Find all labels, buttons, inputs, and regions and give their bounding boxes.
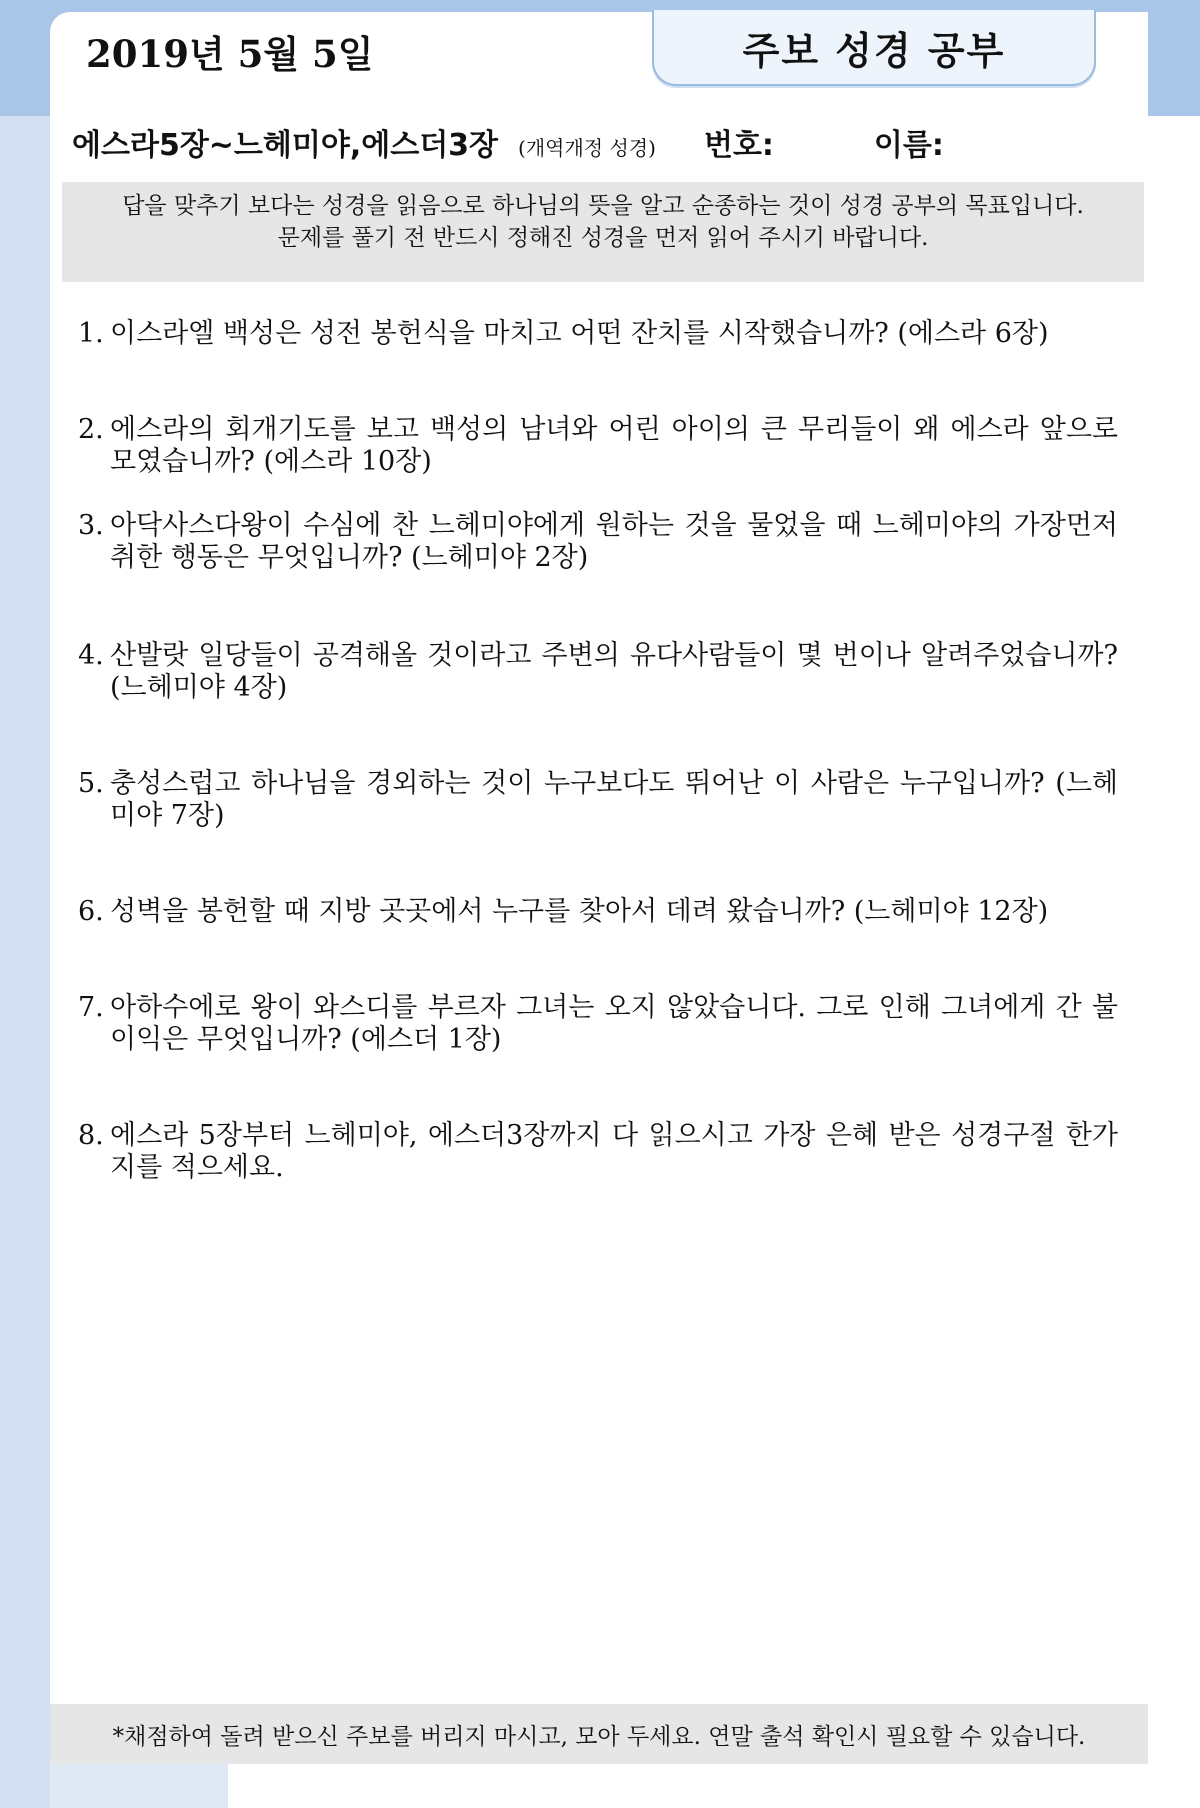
question-text: 아닥사스다왕이 수심에 찬 느헤미야에게 원하는 것을 물었을 때 느헤미야의 가장먼저 취한 행동은 무엇입니까? (느헤미야 2장) [110, 510, 1118, 573]
question-text: 산발랏 일당들이 공격해올 것이라고 주변의 유다사람들이 몇 번이나 알려주었습니까? (느헤미야 4장) [110, 640, 1118, 703]
question-number: 5. [78, 768, 104, 799]
question-item [78, 992, 1118, 1056]
question-text: 아하수에로 왕이 와스디를 부르자 그녀는 오지 않았습니다. 그로 인해 그녀에게 간 불이익은 무엇입니까? (에스더 1장) [110, 992, 1118, 1055]
header-line [72, 120, 1132, 164]
bible-range: 에스라5장~느헤미야,에스더3장 [72, 128, 499, 163]
footer-note: *채점하여 돌려 받으신 주보를 버리지 마시고, 모아 두세요. 연말 출석 확인시 필요할 수 있습니다. [50, 1704, 1148, 1764]
question-number: 1. [78, 318, 104, 349]
question-number: 4. [78, 640, 104, 671]
background-left-strip [0, 116, 50, 1808]
question-text: 성벽을 봉헌할 때 지방 곳곳에서 누구를 찾아서 데려 왔습니까? (느헤미야 12장) [110, 896, 1049, 927]
question-item [78, 640, 1118, 704]
notice-box [62, 182, 1144, 282]
question-number: 8. [78, 1120, 104, 1151]
question-text: 에스라 5장부터 느헤미야, 에스더3장까지 다 읽으시고 가장 은혜 받은 성경구절 한가지를 적으세요. [110, 1120, 1119, 1183]
name-label: 이름: [873, 128, 944, 163]
question-number: 3. [78, 510, 104, 541]
question-item [78, 768, 1118, 832]
question-item [78, 896, 1118, 928]
question-number: 2. [78, 414, 104, 445]
question-text: 충성스럽고 하나님을 경외하는 것이 누구보다도 뛰어난 이 사람은 누구입니까? (느헤미야 7장) [110, 768, 1118, 831]
question-item [78, 414, 1118, 478]
bible-version: (개역개정 성경) [518, 136, 656, 160]
notice-line-1: 답을 맞추기 보다는 성경을 읽음으로 하나님의 뜻을 알고 순종하는 것이 성경 공부의 목표입니다. [122, 193, 1084, 219]
question-number: 6. [78, 896, 104, 927]
page-title: 주보 성경 공부 [742, 28, 1006, 73]
question-item [78, 1120, 1118, 1184]
title-tab [652, 10, 1096, 86]
notice-line-2: 문제를 풀기 전 반드시 정해진 성경을 먼저 읽어 주시기 바랍니다. [277, 225, 929, 251]
date: 2019년 5월 5일 [86, 32, 374, 76]
number-label: 번호: [703, 128, 774, 163]
question-text: 에스라의 회개기도를 보고 백성의 남녀와 어린 아이의 큰 무리들이 왜 에스라 앞으로 모였습니까? (에스라 10장) [110, 414, 1118, 477]
question-number: 7. [78, 992, 104, 1023]
question-item [78, 510, 1118, 574]
question-text: 이스라엘 백성은 성전 봉헌식을 마치고 어떤 잔치를 시작했습니까? (에스라 6장) [110, 318, 1049, 349]
question-item [78, 318, 1118, 350]
